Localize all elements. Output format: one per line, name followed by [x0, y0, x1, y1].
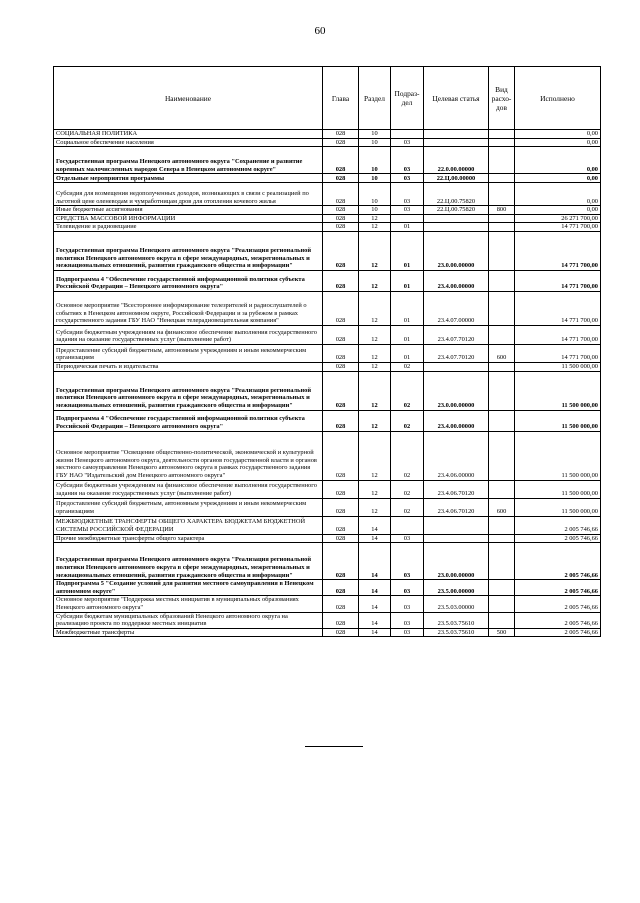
cell-razdel: 14: [359, 596, 391, 612]
cell-name: Государственная программа Ненецкого автономного округа "Реализация региональной политики Ненецкого автономного округа в сфере международных, межрегиональных и межнациональных отношений, развития гражданского общества и информации": [54, 371, 323, 410]
cell-vid-rashodov: [489, 214, 515, 223]
cell-vid-rashodov: [489, 371, 515, 410]
cell-vid-rashodov: [489, 138, 515, 147]
cell-razdel: 10: [359, 138, 391, 147]
budget-table: [53, 66, 601, 637]
cell-celevaya-statya: 23.4.00.00000: [424, 270, 489, 291]
cell-name: Субсидии бюджетам муниципальных образований Ненецкого автономного округа на реализацию проекта по поддержке местных инициатив: [54, 612, 323, 628]
cell-celevaya-statya: 23.5.03.00000: [424, 596, 489, 612]
cell-celevaya-statya: [424, 138, 489, 147]
cell-glava: 028: [323, 534, 359, 543]
table-row: [54, 325, 601, 344]
cell-razdel: 12: [359, 344, 391, 362]
cell-ispolneno: 0,00: [515, 138, 601, 147]
cell-razdel: 12: [359, 223, 391, 232]
cell-podrazdel: 01: [391, 223, 424, 232]
cell-ispolneno: 14 771 700,00: [515, 270, 601, 291]
cell-celevaya-statya: 23.5.03.75610: [424, 628, 489, 637]
table-row: [54, 410, 601, 431]
cell-vid-rashodov: 600: [489, 344, 515, 362]
cell-name: Государственная программа Ненецкого автономного округа "Реализация региональной политики Ненецкого автономного округа в сфере международных, межрегиональных и межнациональных отношений, развития гражданского общества и информации": [54, 231, 323, 270]
cell-razdel: 10: [359, 183, 391, 206]
table-row: [54, 147, 601, 174]
cell-name: Основное мероприятие "Освещение общественно-политической, экономической и культурной жизни Ненецкого автономного округа, деятельности органов государственной власти и органов местного самоуправления Ненецкого автономного округа в рамках государственного задания ГБУ НАО "Издательский дом Ненецкого автономного округа": [54, 431, 323, 480]
cell-razdel: 12: [359, 270, 391, 291]
cell-vid-rashodov: [489, 596, 515, 612]
cell-glava: 028: [323, 480, 359, 498]
cell-glava: 028: [323, 231, 359, 270]
cell-razdel: 14: [359, 543, 391, 580]
cell-name: СРЕДСТВА МАССОВОЙ ИНФОРМАЦИИ: [54, 214, 323, 223]
table-row: [54, 138, 601, 147]
cell-name: Предоставление субсидий бюджетным, автономным учреждениям и иным некоммерческим организациям: [54, 344, 323, 362]
cell-vid-rashodov: [489, 431, 515, 480]
cell-razdel: 12: [359, 231, 391, 270]
cell-razdel: 10: [359, 174, 391, 183]
cell-podrazdel: 01: [391, 344, 424, 362]
cell-razdel: 14: [359, 628, 391, 637]
cell-name: СОЦИАЛЬНАЯ ПОЛИТИКА: [54, 130, 323, 139]
cell-vid-rashodov: [489, 362, 515, 371]
cell-podrazdel: 01: [391, 270, 424, 291]
cell-vid-rashodov: 500: [489, 628, 515, 637]
cell-celevaya-statya: 23.0.00.00000: [424, 231, 489, 270]
cell-ispolneno: 2 005 746,66: [515, 580, 601, 596]
table-row: [54, 431, 601, 480]
header-celevaya-statya: Целевая статья: [424, 67, 489, 130]
header-glava: Глава: [323, 67, 359, 130]
cell-glava: 028: [323, 580, 359, 596]
cell-podrazdel: 01: [391, 291, 424, 325]
cell-glava: 028: [323, 543, 359, 580]
table-row: [54, 130, 601, 139]
cell-podrazdel: [391, 516, 424, 534]
cell-glava: 028: [323, 214, 359, 223]
cell-vid-rashodov: [489, 270, 515, 291]
cell-celevaya-statya: 22.Ц.00.75820: [424, 206, 489, 215]
cell-glava: 028: [323, 628, 359, 637]
cell-celevaya-statya: 23.5.03.75610: [424, 612, 489, 628]
cell-glava: 028: [323, 596, 359, 612]
cell-ispolneno: 14 771 700,00: [515, 344, 601, 362]
cell-ispolneno: 2 005 746,66: [515, 516, 601, 534]
cell-name: Основное мероприятие "Всестороннее информирование телезрителей и радиослушателей о событиях в Ненецком автономном округе, Российской Федерации и за рубежом в рамках государственного задания ГБУ НАО "Ненецкая телерадиовещательная компания": [54, 291, 323, 325]
table-row: [54, 516, 601, 534]
cell-razdel: 12: [359, 291, 391, 325]
cell-podrazdel: 02: [391, 410, 424, 431]
header-name: Наименование: [54, 67, 323, 130]
cell-podrazdel: 03: [391, 183, 424, 206]
cell-name: Предоставление субсидий бюджетным, автономным учреждениям и иным некоммерческим организациям: [54, 498, 323, 516]
cell-vid-rashodov: 600: [489, 498, 515, 516]
cell-glava: 028: [323, 431, 359, 480]
page-number: 60: [314, 25, 326, 37]
cell-vid-rashodov: 800: [489, 206, 515, 215]
cell-glava: 028: [323, 206, 359, 215]
footer-divider: [305, 746, 363, 747]
header-razdel: Раздел: [359, 67, 391, 130]
table-row: [54, 206, 601, 215]
cell-glava: 028: [323, 291, 359, 325]
cell-podrazdel: 03: [391, 174, 424, 183]
cell-glava: 028: [323, 612, 359, 628]
cell-ispolneno: 0,00: [515, 130, 601, 139]
cell-celevaya-statya: 23.4.06.70120: [424, 498, 489, 516]
cell-razdel: 10: [359, 147, 391, 174]
cell-vid-rashodov: [489, 231, 515, 270]
cell-razdel: 12: [359, 431, 391, 480]
cell-razdel: 10: [359, 206, 391, 215]
cell-glava: 028: [323, 344, 359, 362]
cell-podrazdel: 01: [391, 325, 424, 344]
cell-ispolneno: 2 005 746,66: [515, 543, 601, 580]
cell-name: Субсидии бюджетным учреждениям на финансовое обеспечение выполнения государственного задания на оказание государственных услуг (выполнение работ): [54, 480, 323, 498]
cell-vid-rashodov: [489, 543, 515, 580]
cell-razdel: 12: [359, 371, 391, 410]
cell-podrazdel: 02: [391, 431, 424, 480]
cell-glava: 028: [323, 371, 359, 410]
cell-vid-rashodov: [489, 147, 515, 174]
cell-celevaya-statya: 23.4.06.70120: [424, 480, 489, 498]
cell-name: Социальное обеспечение населения: [54, 138, 323, 147]
cell-celevaya-statya: 23.4.07.70120: [424, 344, 489, 362]
cell-ispolneno: 0,00: [515, 147, 601, 174]
cell-vid-rashodov: [489, 291, 515, 325]
cell-podrazdel: 01: [391, 231, 424, 270]
table-row: [54, 362, 601, 371]
cell-razdel: 10: [359, 130, 391, 139]
table-row: [54, 612, 601, 628]
cell-celevaya-statya: [424, 534, 489, 543]
header-vid-rashodov: Вид расхо-дов: [489, 67, 515, 130]
cell-vid-rashodov: [489, 612, 515, 628]
cell-glava: 028: [323, 130, 359, 139]
table-row: [54, 534, 601, 543]
cell-ispolneno: 2 005 746,66: [515, 612, 601, 628]
cell-ispolneno: 14 771 700,00: [515, 223, 601, 232]
cell-vid-rashodov: [489, 130, 515, 139]
cell-podrazdel: [391, 214, 424, 223]
table-row: [54, 480, 601, 498]
cell-vid-rashodov: [489, 223, 515, 232]
cell-celevaya-statya: 23.4.06.00000: [424, 431, 489, 480]
cell-celevaya-statya: [424, 214, 489, 223]
cell-podrazdel: 03: [391, 612, 424, 628]
table-row: [54, 498, 601, 516]
cell-ispolneno: 14 771 700,00: [515, 231, 601, 270]
table-row: [54, 214, 601, 223]
cell-razdel: 12: [359, 214, 391, 223]
cell-glava: 028: [323, 174, 359, 183]
cell-ispolneno: 11 500 000,00: [515, 362, 601, 371]
cell-vid-rashodov: [489, 325, 515, 344]
cell-ispolneno: 11 500 000,00: [515, 431, 601, 480]
cell-celevaya-statya: [424, 362, 489, 371]
cell-razdel: 14: [359, 580, 391, 596]
cell-celevaya-statya: 23.4.00.00000: [424, 410, 489, 431]
cell-vid-rashodov: [489, 534, 515, 543]
cell-podrazdel: 02: [391, 480, 424, 498]
cell-name: Государственная программа Ненецкого автономного округа "Сохранение и развитие коренных малочисленных народов Севера в Ненецком автономном округе": [54, 147, 323, 174]
cell-razdel: 12: [359, 498, 391, 516]
table-row: [54, 371, 601, 410]
cell-celevaya-statya: [424, 130, 489, 139]
cell-glava: 028: [323, 498, 359, 516]
cell-name: Иные бюджетные ассигнования: [54, 206, 323, 215]
cell-celevaya-statya: [424, 223, 489, 232]
table-row: [54, 344, 601, 362]
cell-celevaya-statya: 22.Ц.00.75820: [424, 183, 489, 206]
table-row: [54, 183, 601, 206]
cell-celevaya-statya: 22.0.00.00000: [424, 147, 489, 174]
cell-razdel: 12: [359, 362, 391, 371]
cell-name: Прочие межбюджетные трансферты общего характера: [54, 534, 323, 543]
cell-glava: 028: [323, 183, 359, 206]
cell-glava: 028: [323, 223, 359, 232]
cell-name: Отдельные мероприятия программы: [54, 174, 323, 183]
cell-podrazdel: 03: [391, 543, 424, 580]
cell-razdel: 12: [359, 480, 391, 498]
table-row: [54, 580, 601, 596]
table-row: [54, 223, 601, 232]
cell-vid-rashodov: [489, 174, 515, 183]
cell-name: Субсидия для возмещения недополученных доходов, возникающих в связи с реализацией по льготной цене оленеводам и чумработницам дров для отопления кочевого жилья: [54, 183, 323, 206]
cell-ispolneno: 14 771 700,00: [515, 325, 601, 344]
cell-name: Подпрограмма 5 "Создание условий для развития местного самоуправления в Ненецком автономном округе": [54, 580, 323, 596]
cell-razdel: 14: [359, 534, 391, 543]
table-row: [54, 174, 601, 183]
cell-razdel: 12: [359, 325, 391, 344]
header-podrazdel: Подраз-дел: [391, 67, 424, 130]
cell-name: МЕЖБЮДЖЕТНЫЕ ТРАНСФЕРТЫ ОБЩЕГО ХАРАКТЕРА БЮДЖЕТАМ БЮДЖЕТНОЙ СИСТЕМЫ РОССИЙСКОЙ ФЕДЕРАЦИИ: [54, 516, 323, 534]
cell-celevaya-statya: 22.Ц.00.00000: [424, 174, 489, 183]
cell-name: Периодическая печать и издательства: [54, 362, 323, 371]
cell-podrazdel: 03: [391, 138, 424, 147]
table-row: [54, 231, 601, 270]
cell-glava: 028: [323, 138, 359, 147]
cell-vid-rashodov: [489, 183, 515, 206]
cell-ispolneno: 26 271 700,00: [515, 214, 601, 223]
cell-podrazdel: 02: [391, 371, 424, 410]
cell-ispolneno: 0,00: [515, 183, 601, 206]
cell-name: Субсидии бюджетным учреждениям на финансовое обеспечение выполнения государственного задания на оказание государственных услуг (выполнение работ): [54, 325, 323, 344]
cell-vid-rashodov: [489, 410, 515, 431]
cell-celevaya-statya: 23.5.00.00000: [424, 580, 489, 596]
table-body: [54, 130, 601, 637]
cell-podrazdel: 03: [391, 580, 424, 596]
cell-name: Государственная программа Ненецкого автономного округа "Реализация региональной политики Ненецкого автономного округа в сфере международных, межрегиональных и межнациональных отношений, развития гражданского общества и информации": [54, 543, 323, 580]
cell-podrazdel: 03: [391, 534, 424, 543]
cell-ispolneno: 2 005 746,66: [515, 596, 601, 612]
cell-ispolneno: 14 771 700,00: [515, 291, 601, 325]
cell-name: Подпрограмма 4 "Обеспечение государственной информационной политики субъекта Российской Федерации – Ненецкого автономного округа": [54, 270, 323, 291]
cell-ispolneno: 11 500 000,00: [515, 480, 601, 498]
table-header-row: [54, 67, 601, 130]
cell-celevaya-statya: 23.0.00.00000: [424, 371, 489, 410]
cell-vid-rashodov: [489, 480, 515, 498]
cell-name: Подпрограмма 4 "Обеспечение государственной информационной политики субъекта Российской Федерации – Ненецкого автономного округа": [54, 410, 323, 431]
cell-podrazdel: 02: [391, 498, 424, 516]
cell-celevaya-statya: 23.4.07.70120: [424, 325, 489, 344]
cell-glava: 028: [323, 362, 359, 371]
cell-name: Межбюджетные трансферты: [54, 628, 323, 637]
cell-celevaya-statya: 23.0.00.00000: [424, 543, 489, 580]
cell-glava: 028: [323, 147, 359, 174]
cell-razdel: 14: [359, 516, 391, 534]
cell-glava: 028: [323, 516, 359, 534]
cell-podrazdel: 03: [391, 596, 424, 612]
cell-name: Основное мероприятие "Поддержка местных инициатив в муниципальных образованиях Ненецкого автономного округа": [54, 596, 323, 612]
cell-ispolneno: 2 005 746,66: [515, 628, 601, 637]
table-row: [54, 543, 601, 580]
cell-celevaya-statya: [424, 516, 489, 534]
table-row: [54, 628, 601, 637]
cell-glava: 028: [323, 325, 359, 344]
cell-name: Телевидение и радиовещание: [54, 223, 323, 232]
cell-vid-rashodov: [489, 516, 515, 534]
cell-ispolneno: 2 005 746,66: [515, 534, 601, 543]
cell-razdel: 12: [359, 410, 391, 431]
cell-podrazdel: 03: [391, 628, 424, 637]
cell-podrazdel: 02: [391, 362, 424, 371]
cell-glava: 028: [323, 270, 359, 291]
cell-ispolneno: 0,00: [515, 206, 601, 215]
table-row: [54, 596, 601, 612]
cell-podrazdel: [391, 130, 424, 139]
cell-vid-rashodov: [489, 580, 515, 596]
cell-razdel: 14: [359, 612, 391, 628]
cell-ispolneno: 0,00: [515, 174, 601, 183]
table-row: [54, 291, 601, 325]
cell-podrazdel: 03: [391, 147, 424, 174]
cell-podrazdel: 03: [391, 206, 424, 215]
table-row: [54, 270, 601, 291]
cell-ispolneno: 11 500 000,00: [515, 371, 601, 410]
cell-celevaya-statya: 23.4.07.00000: [424, 291, 489, 325]
cell-ispolneno: 11 500 000,00: [515, 498, 601, 516]
header-ispolneno: Исполнено: [515, 67, 601, 130]
cell-glava: 028: [323, 410, 359, 431]
cell-ispolneno: 11 500 000,00: [515, 410, 601, 431]
